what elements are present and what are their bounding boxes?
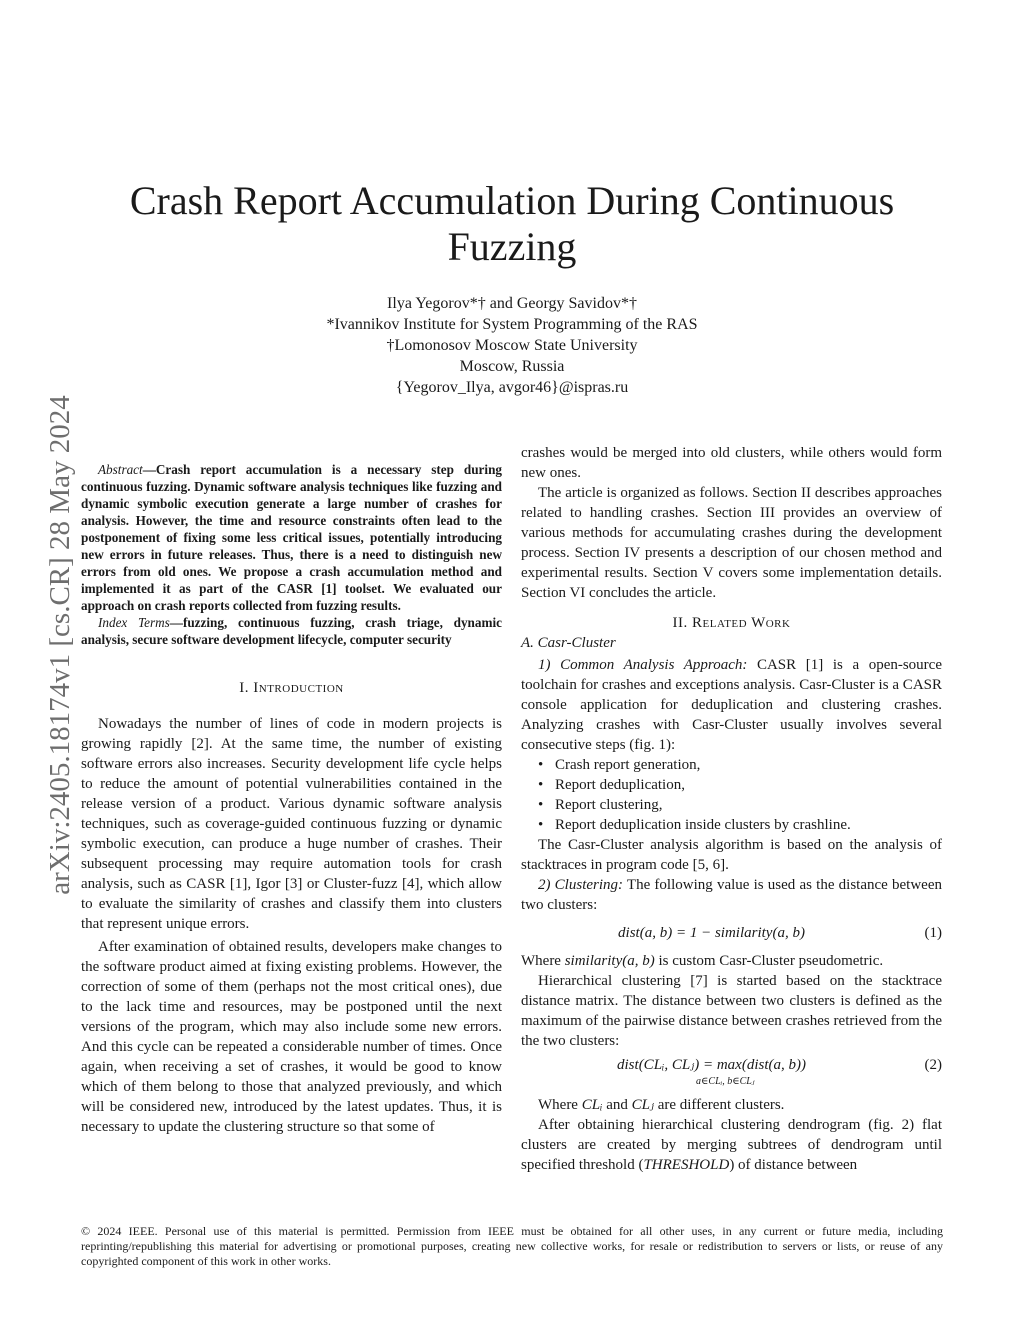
section-heading-introduction: I. Introduction (239, 680, 344, 696)
index-terms-text: —fuzzing, continuous fuzzing, crash triage, dynamic analysis, secure software development lifecycle, computer security (81, 615, 502, 647)
threshold-term: THRESHOLD (643, 1157, 730, 1173)
equation-2-body: dist(CLᵢ, CLⱼ) = max(dist(a, b)) (617, 1057, 806, 1073)
common-approach-text: CASR [1] is a open-source toolchain for crashes and exceptions analysis. Casr-Cluster is a CASR console application for deduplication and clustering crashes. Analyzing crashes with Casr-Cluster usually involves several consecutive steps (fig. 1): (521, 657, 942, 753)
copyright-notice: © 2024 IEEE. Personal use of this material is permitted. Permission from IEEE must be obtained for all other uses, in any current or future media, including reprinting/republishing this material for advertising or promotional purposes, creating new collective works, for resale or redistribution to servers or lists, or reuse of any copyrighted component of this work in other works. (81, 1224, 943, 1268)
clustering-label: 2) Clustering: (538, 877, 624, 893)
index-terms (81, 614, 502, 648)
dendrogram-text-end: ) of distance between (729, 1157, 858, 1173)
dendrogram-text: After obtaining hierarchical clustering dendrogram (fig. 2) flat clusters are created by merging subtrees of dendrogram until specified threshold ( (521, 1117, 942, 1173)
author-location: Moscow, Russia (459, 358, 565, 375)
arxiv-identifier: arXiv:2405.18174v1 [cs.CR] 28 May 2024 (44, 395, 76, 895)
affiliation-2: †Lomonosov Moscow State University (386, 337, 638, 354)
list-item: • Report clustering, (538, 795, 942, 815)
author-emails: {Yegorov_Ilya, avgor46}@ispras.ru (395, 379, 629, 396)
author-block (212, 293, 812, 398)
equation-2 (521, 1051, 942, 1095)
hierarchical-paragraph: Hierarchical clustering [7] is started based on the stacktrace distance matrix. The distance between two clusters is defined as the maximum of the pairwise distance between crashes retrieved from the the two clusters: (521, 973, 942, 1049)
dendrogram-paragraph (521, 1115, 942, 1175)
where-clusters-paragraph (521, 1095, 942, 1115)
intro-paragraph-3: The article is organized as follows. Section II describes approaches related to handling crashes. Section III provides an overview of various methods for accumulating crashes during the development process. Section IV presents a description of our chosen method and experimental results. Section V covers some implementation details. Section VI concludes the article. (521, 485, 942, 601)
section-heading-related-work: II. Related Work (672, 615, 791, 631)
left-column (81, 461, 502, 1137)
similarity-math: similarity(a, b) (564, 953, 655, 969)
equation-1-number: (1) (924, 925, 942, 941)
clustering-text: The following value is used as the distance between two clusters: (521, 877, 942, 913)
intro-paragraph-1: Nowadays the number of lines of code in modern projects is growing rapidly [2]. At the same time, the number of existing software errors also increases. Security development life cycle helps to reduce the amount of potential vulnerabilities contained in the release version of a product. Various dynamic software analysis techniques, such as coverage-guided continuous fuzzing or dynamic symbolic execution, can produce a huge number of crashes. Their subsequent processing may require automation tools for crash analysis, such as CASR [1], Igor [3] or Cluster-fuzz [4], which allow to evaluate the similarity of crashes and classify them into clusters that represent unique errors. (81, 716, 502, 932)
list-item: • Report deduplication, (538, 775, 942, 795)
algorithm-paragraph: The Casr-Cluster analysis algorithm is based on the analysis of stacktraces in program code [5, 6]. (521, 837, 942, 873)
where-text: Where (521, 953, 565, 969)
where-text: Where (538, 1097, 582, 1113)
author-names: Ilya Yegorov*† and Georgy Savidov*† (387, 295, 637, 312)
intro-paragraph-2: After examination of obtained results, developers make changes to the software product aimed at fixing existing problems. However, the correction of some of them (perhaps not the most critical ones), due to the lack time and resources, may be postponed until the next versions of the program, which may also include some new errors. And this cycle can be repeated a considerable number of times. Once again, when receiving a set of crashes, it would be good to know which of them belong to those that analyzed previously, and which will be considered new, introduced by the latest updates. Thus, it is necessary to update the clustering structure so that some of (81, 939, 502, 1135)
cluster-i-math: CLᵢ (581, 1097, 603, 1113)
intro-paragraph-2-continued: crashes would be merged into old clusters, while others would form new ones. (521, 445, 942, 481)
subsection-casr-cluster: A. Casr-Cluster (521, 635, 616, 651)
clustering-paragraph (521, 875, 942, 915)
list-item: • Report deduplication inside clusters by crashline. (538, 815, 942, 835)
where-similarity-paragraph (521, 951, 942, 971)
equation-1 (521, 917, 942, 949)
where-text-end: is custom Casr-Cluster pseudometric. (654, 953, 884, 969)
and-text: and (602, 1097, 632, 1113)
equation-2-subscript: a∈CLᵢ, b∈CLⱼ (696, 1076, 755, 1087)
abstract-text: —Crash report accumulation is a necessary step during continuous fuzzing. Dynamic software analysis techniques like fuzzing and dynamic symbolic execution generate a large number of crashes for analysis. However, the time and resource constraints often lead to the postponement of fixing some less critical issues, potentially introducing new errors in future releases. Thus, there is a need to distinguish new errors from old ones. We propose a crash accumulation method and implemented it as part of the CASR [1] toolset. We evaluated our approach on crash reports collected from fuzzing results. (81, 462, 502, 613)
abstract (81, 461, 502, 614)
right-column (521, 443, 942, 1175)
abstract-label: Abstract (98, 462, 143, 477)
analysis-steps-list (521, 755, 942, 835)
index-terms-label: Index Terms (98, 615, 170, 630)
equation-2-number: (2) (924, 1057, 942, 1073)
list-item: • Crash report generation, (538, 755, 942, 775)
common-approach-label: 1) Common Analysis Approach: (538, 657, 748, 673)
where-text-end: are different clusters. (653, 1097, 785, 1113)
cluster-j-math: CLⱼ (631, 1097, 654, 1113)
common-approach-paragraph (521, 655, 942, 755)
equation-1-body: dist(a, b) = 1 − similarity(a, b) (618, 925, 805, 941)
affiliation-1: *Ivannikov Institute for System Programming of the RAS (326, 316, 698, 333)
paper-title: Crash Report Accumulation During Continuous Fuzzing (129, 178, 895, 269)
